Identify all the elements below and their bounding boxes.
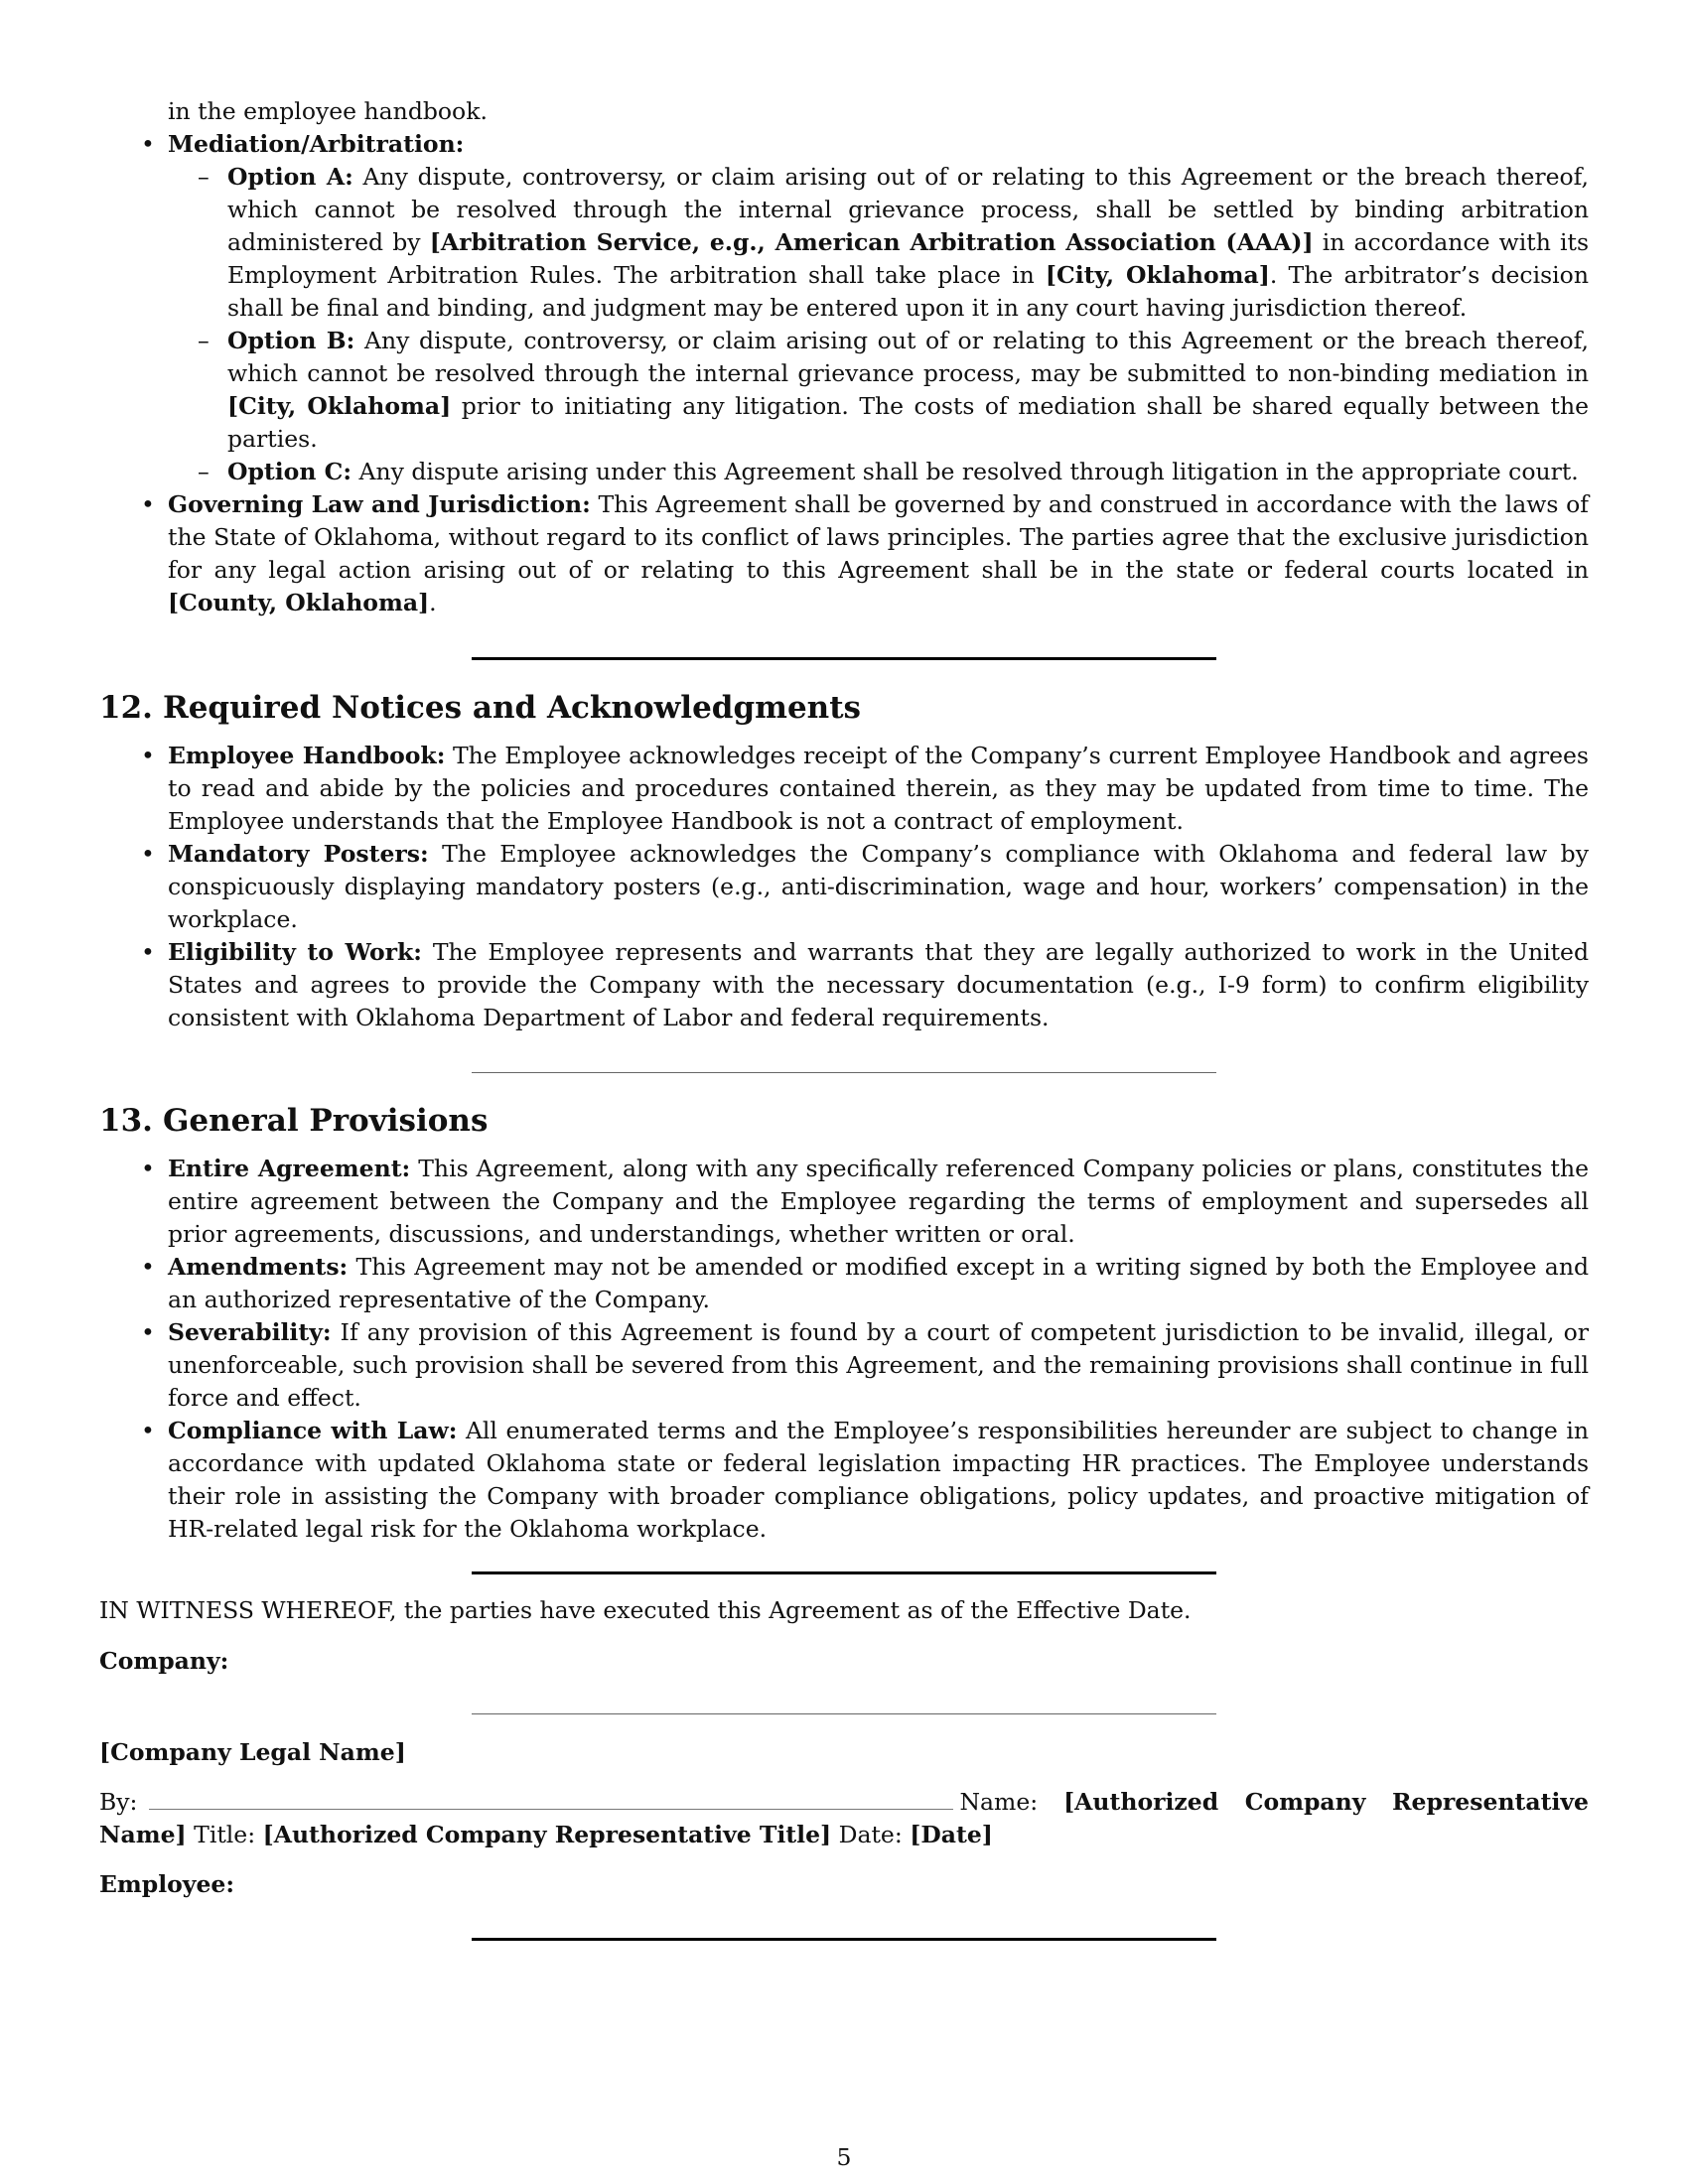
option-a: – Option A: Any dispute, controversy, or claim arising out of or relating to this Agreement or the breach thereof, which cannot be resolved through the internal grievance process, shall be settled by binding arbitration administered by [Arbitration Service, e.g., American Arbitration Association (AAA)] in accordance with its Employment Arbitration Rules. The arbitration shall take place in [City, Oklahoma]. The arbitrator’s decision shall be final and binding, and judgment may be entered upon it in any court having jurisdiction thereof. [227, 161, 1589, 325]
company-rep-title: [Authorized Company Representative Title] [262, 1821, 832, 1848]
page-number: 5 [836, 2143, 852, 2171]
list-item: • Entire Agreement: This Agreement, along with any specifically referenced Company policies or plans, constitutes the entire agreement between the Company and the Employee regarding the terms of employment and supersedes all prior agreements, discussions, and understandings, whether written or oral. [168, 1153, 1589, 1251]
company-rep-name: [Authorized Company Representative Name] [99, 1788, 1589, 1848]
continuation-text: in the employee handbook. [168, 97, 488, 125]
section-divider [472, 657, 1216, 660]
section-12-heading: 12. Required Notices and Acknowledgments [99, 690, 861, 726]
section-divider [472, 1072, 1216, 1073]
dispute-list [99, 128, 1589, 619]
list-item: • Mandatory Posters: The Employee acknowledges the Company’s compliance with Oklahoma and federal law by conspicuously displaying mandatory posters (e.g., anti-discrimination, wage and hour, workers’ compensation) in the workplace. [168, 838, 1589, 936]
option-a-label: Option A: [227, 163, 353, 191]
witness-statement: IN WITNESS WHEREOF, the parties have executed this Agreement as of the Effective Date. [99, 1596, 1192, 1624]
list-item: • Employee Handbook: The Employee acknowledges receipt of the Company’s current Employee Handbook and agrees to read and abide by the policies and procedures contained therein, as they may be updated from time to time. The Employee understands that the Employee Handbook is not a contract of employment. [168, 740, 1589, 838]
list-item-mediation [168, 128, 1589, 488]
list-item: • Severability: If any provision of this Agreement is found by a court of competent jurisdiction to be invalid, illegal, or unenforceable, such provision shall be severed from this Agreement, and the remaining provisions shall continue in full force and effect. [168, 1316, 1589, 1415]
company-signature-block: By: Name: [Authorized Company Representative Name] Title: [Authorized Company Representative Title] Date: [Date] [99, 1788, 1589, 1848]
section-12-list [99, 740, 1589, 1034]
option-c: – Option C: Any dispute arising under this Agreement shall be resolved through litigation in the appropriate court. [227, 456, 1589, 488]
company-signature-line[interactable] [149, 1787, 953, 1810]
list-item: • Amendments: This Agreement may not be amended or modified except in a writing signed by both the Employee and an authorized representative of the Company. [168, 1251, 1589, 1316]
company-sign-date: [Date] [910, 1821, 993, 1848]
option-b: – Option B: Any dispute, controversy, or claim arising out of or relating to this Agreement or the breach thereof, which cannot be resolved through the internal grievance process, may be submitted to non-binding mediation in [City, Oklahoma] prior to initiating any litigation. The costs of mediation shall be shared equally between the parties. [227, 325, 1589, 456]
company-legal-name: [Company Legal Name] [99, 1738, 406, 1766]
company-heading: Company: [99, 1647, 229, 1675]
list-item-governing-law: • Governing Law and Jurisdiction: This Agreement shall be governed by and construed in accordance with the laws of the State of Oklahoma, without regard to its conflict of laws principles. The parties agree that the exclusive jurisdiction for any legal action arising out of or relating to this Agreement shall be in the state or federal courts located in [County, Oklahoma]. [168, 488, 1589, 619]
option-list [168, 161, 1589, 488]
option-b-label: Option B: [227, 327, 355, 354]
employee-heading: Employee: [99, 1870, 235, 1898]
section-divider [472, 1571, 1216, 1574]
section-13-heading: 13. General Provisions [99, 1103, 489, 1139]
mediation-title: Mediation/Arbitration: [168, 130, 465, 158]
list-item: • Eligibility to Work: The Employee represents and warrants that they are legally authorized to work in the United States and agrees to provide the Company with the necessary documentation (e.g., I-9 form) to confirm eligibility consistent with Oklahoma Department of Labor and federal requirements. [168, 936, 1589, 1034]
section-13-list [99, 1153, 1589, 1546]
option-c-label: Option C: [227, 458, 352, 485]
signature-divider [472, 1938, 1216, 1941]
list-item: • Compliance with Law: All enumerated terms and the Employee’s responsibilities hereunder are subject to change in accordance with updated Oklahoma state or federal legislation impacting HR practices. The Employee understands their role in assisting the Company with broader compliance obligations, policy updates, and proactive mitigation of HR-related legal risk for the Oklahoma workplace. [168, 1415, 1589, 1546]
signature-divider [472, 1713, 1216, 1714]
governing-law-label: Governing Law and Jurisdiction: [168, 490, 591, 518]
